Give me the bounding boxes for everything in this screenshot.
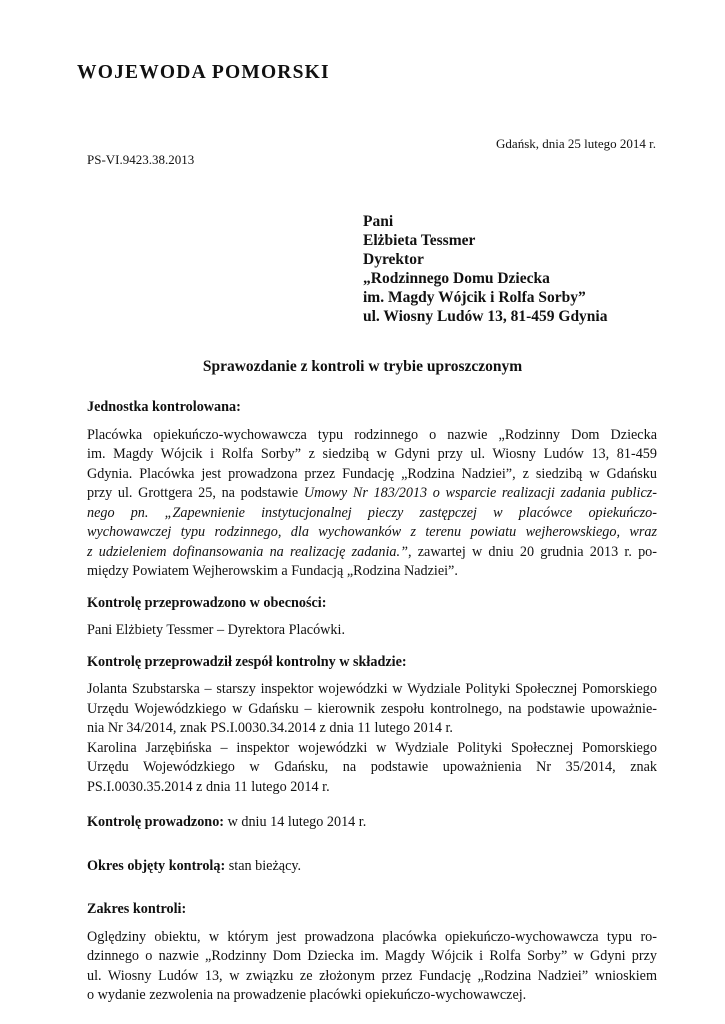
text-line: Karolina Jarzębińska – inspektor wojewódzki w Wydziale Polityki Społecznej Pomorskiego: [87, 739, 657, 756]
recipient-address: [363, 212, 608, 326]
text-line: [87, 543, 657, 563]
text-line: [87, 504, 657, 524]
section-text-scope: [87, 928, 657, 1006]
text-line: o wydanie zezwolenia na prowadzenie placówki opiekuńczo-wychowawczej.: [87, 987, 527, 1003]
text-run: przy ul. Grottgera 25, na podstawie: [87, 485, 304, 501]
text-line: Gdynia. Placówka jest prowadzona przez Fundację „Rodzina Nadziei”, z siedzibą w Gdańsku: [87, 465, 657, 482]
text-line: Jolanta Szubstarska – starszy inspektor wojewódzki w Wydziale Polityki Społecznej Pomorskiego: [87, 681, 657, 697]
text-line: Urzędu Wojewódzkiego w Gdańsku – kierownik zespołu kontrolnego, na podstawie upoważnie-: [87, 700, 657, 717]
text-line: [87, 523, 657, 543]
text-line: dzinnego o nazwie „Rodzinny Dom Dziecka im. Magdy Wójcik i Rolfa Sorby” w Gdyni przy: [87, 948, 657, 964]
recipient-line: „Rodzinnego Domu Dziecka: [363, 270, 550, 287]
section-period: [87, 857, 657, 877]
section-text-date: w dniu 14 lutego 2014 r.: [224, 814, 367, 830]
section-date: [87, 813, 657, 833]
text-line: nia Nr 34/2014, znak PS.I.0030.34.2014 z dnia 11 lutego 2014 r.: [87, 720, 453, 736]
section-heading-presence: Kontrolę przeprowadzono w obecności:: [87, 594, 327, 611]
text-run-italic: nego pn. „Zapewnienie instytucjonalnej pieczy zastępczej w placówce opiekuńczo-: [87, 504, 657, 521]
document-title: Sprawozdanie z kontroli w trybie uproszczonym: [202, 358, 523, 375]
recipient-line: im. Magdy Wójcik i Rolfa Sorby”: [363, 289, 586, 306]
section-text-period: stan bieżący.: [225, 857, 302, 874]
issuer-title: WOJEWODA POMORSKI: [77, 62, 330, 83]
text-line: Placówka opiekuńczo-wychowawcza typu rodzinnego o nazwie „Rodzinny Dom Dziecka: [87, 426, 657, 443]
section-text-unit: [87, 426, 657, 582]
recipient-line: ul. Wiosny Ludów 13, 81-459 Gdynia: [363, 308, 608, 325]
text-line: [87, 484, 657, 504]
section-heading-unit: Jednostka kontrolowana:: [87, 399, 241, 415]
section-heading-date: Kontrolę prowadzono:: [87, 814, 225, 830]
section-text-team: [87, 680, 657, 797]
text-line: ul. Wiosny Ludów 13, w związku ze złożonym przez Fundację „Rodzina Nadziei” wnioskiem: [87, 967, 657, 984]
text-run-italic: wychowawczej typu rodzinnego, dla wychowanków z terenu powiatu wejherowskiego, wraz: [87, 524, 657, 540]
text-run-italic: Umowy Nr 183/2013 o wsparcie realizacji zadania publicz-: [303, 485, 657, 501]
text-line: PS.I.0030.35.2014 z dnia 11 lutego 2014 r.: [87, 778, 330, 795]
section-text-presence: Pani Elżbiety Tessmer – Dyrektora Placówki.: [87, 622, 345, 638]
text-line: Urzędu Wojewódzkiego w Gdańsku, na podstawie upoważnienia Nr 35/2014, znak: [87, 759, 657, 775]
text-line: Oględziny obiektu, w którym jest prowadzona placówka opiekuńczo-wychowawcza typu ro-: [87, 928, 657, 945]
text-line: między Powiatem Wejherowskim a Fundacją „Rodzina Nadziei”.: [87, 563, 458, 579]
recipient-line: Pani: [363, 213, 394, 230]
section-heading-scope: Zakres kontroli:: [87, 901, 187, 917]
section-heading-team: Kontrolę przeprowadził zespół kontrolny w składzie:: [87, 653, 407, 670]
document-body: [87, 398, 657, 1006]
recipient-line: Dyrektor: [363, 251, 424, 268]
case-reference: PS-VI.9423.38.2013: [87, 152, 195, 167]
section-heading-period: Okres objęty kontrolą:: [87, 857, 226, 874]
text-line: im. Magdy Wójcik i Rolfa Sorby” z siedzibą w Gdyni przy ul. Wiosny Ludów 13, 81-459: [87, 446, 657, 462]
text-run: , zawartej w dniu 20 grudnia 2013 r. po-: [407, 543, 658, 560]
text-run-italic: z udzieleniem dofinansowania na realizację zadania.”: [87, 543, 408, 560]
place-and-date: Gdańsk, dnia 25 lutego 2014 r.: [496, 136, 656, 151]
recipient-line: Elżbieta Tessmer: [363, 232, 476, 249]
